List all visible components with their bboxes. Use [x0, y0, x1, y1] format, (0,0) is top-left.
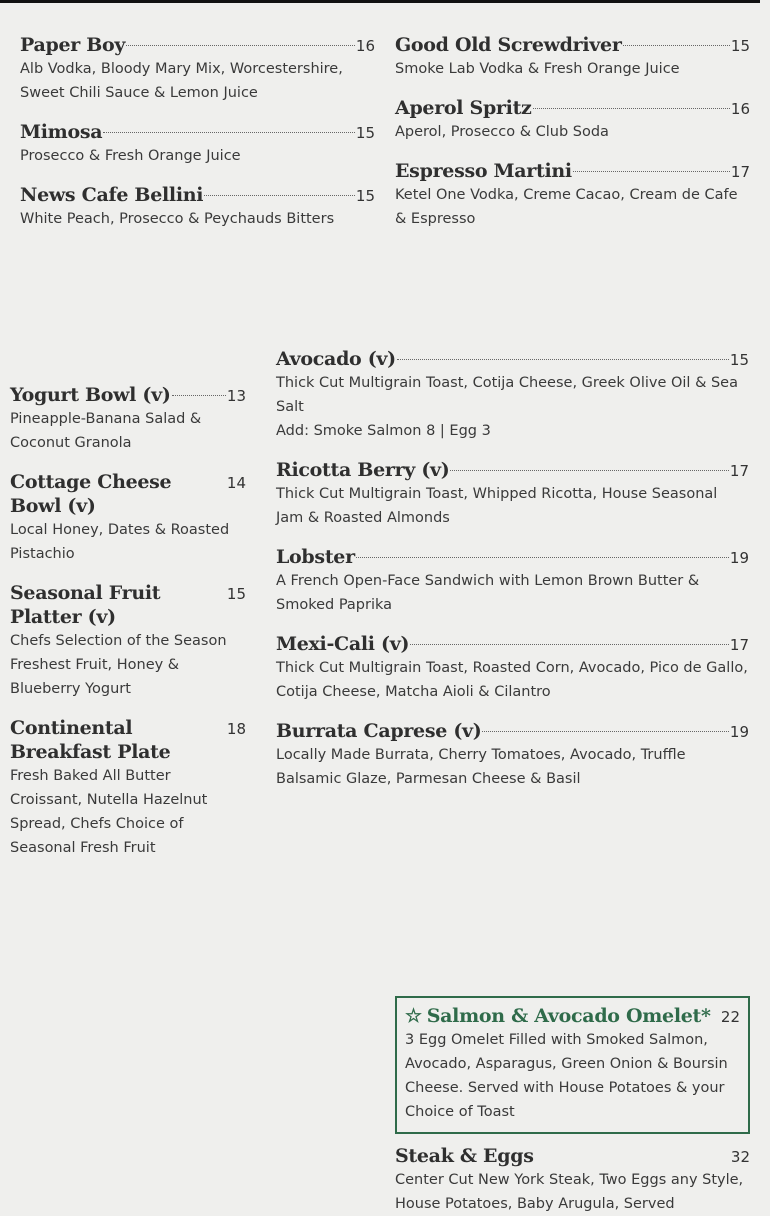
- item-price: 16: [355, 37, 375, 55]
- item-price: 15: [730, 37, 750, 55]
- menu-item-ricotta-berry: [276, 458, 749, 530]
- item-addon: Add: Smoke Salmon 8 | Egg 3: [276, 423, 491, 439]
- item-name: Lobster: [276, 546, 355, 568]
- item-name: Cottage Cheese Bowl (v): [10, 471, 172, 517]
- menu-item-continental-breakfast-plate: [10, 716, 246, 860]
- top-rule: [0, 0, 760, 3]
- item-price: 32: [730, 1148, 750, 1166]
- item-description: Local Honey, Dates & Roasted Pistachio: [10, 522, 230, 562]
- item-description: Pineapple-Banana Salad & Coconut Granola: [10, 411, 202, 451]
- featured-item-box: [395, 996, 750, 1134]
- item-name: Mimosa: [20, 121, 103, 143]
- item-description: Alb Vodka, Bloody Mary Mix, Worcestershire, Sweet Chili Sauce & Lemon Juice: [20, 61, 343, 101]
- item-price: 15: [355, 124, 375, 142]
- item-name: Avocado (v): [276, 348, 396, 370]
- item-price: 18: [226, 720, 246, 738]
- dot-leader: [482, 731, 728, 732]
- item-price: 15: [355, 187, 375, 205]
- menu-item-seasonal-fruit-platter: [10, 581, 246, 701]
- item-name: Burrata Caprese (v): [276, 720, 482, 742]
- item-price: 14: [226, 474, 246, 492]
- menu-item-aperol-spritz: [395, 96, 750, 144]
- item-price: 17: [729, 462, 749, 480]
- menu-item-mexi-cali: [276, 632, 749, 704]
- item-price: 19: [729, 723, 749, 741]
- item-description: Smoke Lab Vodka & Fresh Orange Juice: [395, 61, 680, 77]
- menu-item-news-cafe-bellini: [20, 183, 375, 231]
- menu-item-avocado: [276, 347, 749, 443]
- item-description: Prosecco & Fresh Orange Juice: [20, 148, 241, 164]
- item-name: Salmon & Avocado Omelet*: [426, 1005, 711, 1027]
- dot-leader: [172, 395, 226, 396]
- dot-leader: [410, 644, 729, 645]
- menu-item-steak-eggs: [395, 1144, 750, 1216]
- item-name: Paper Boy: [20, 34, 126, 56]
- item-price: 17: [730, 163, 750, 181]
- item-description: Thick Cut Multigrain Toast, Cotija Cheese, Greek Olive Oil & Sea Salt: [276, 375, 738, 415]
- dot-leader: [533, 108, 730, 109]
- item-description: 3 Egg Omelet Filled with Smoked Salmon, Avocado, Asparagus, Green Onion & Boursin Cheese. Served with House Potatoes & your Choice of Toast: [405, 1032, 728, 1120]
- dot-leader: [623, 45, 730, 46]
- menu-item-good-old-screwdriver: [395, 33, 750, 81]
- item-price: 17: [729, 636, 749, 654]
- item-name: Ricotta Berry (v): [276, 459, 450, 481]
- item-price: 15: [729, 351, 749, 369]
- dot-leader: [103, 132, 355, 133]
- item-price: 15: [226, 585, 246, 603]
- menu-item-yogurt-bowl: [10, 383, 246, 455]
- item-name: Aperol Spritz: [395, 97, 532, 119]
- item-name: Yogurt Bowl (v): [10, 384, 171, 406]
- dot-leader: [204, 195, 355, 196]
- item-description: Ketel One Vodka, Creme Cacao, Cream de Cafe & Espresso: [395, 187, 738, 227]
- menu-item-cottage-cheese-bowl: [10, 470, 246, 566]
- item-description: Locally Made Burrata, Cherry Tomatoes, Avocado, Truffle Balsamic Glaze, Parmesan Cheese & Basil: [276, 747, 686, 787]
- item-description: Fresh Baked All Butter Croissant, Nutella Hazelnut Spread, Chefs Choice of Seasonal Fresh Fruit: [10, 768, 208, 856]
- item-description: Chefs Selection of the Season Freshest Fruit, Honey & Blueberry Yogurt: [10, 633, 227, 697]
- item-price: 13: [226, 387, 246, 405]
- item-description: White Peach, Prosecco & Peychauds Bitters: [20, 211, 335, 227]
- menu-item-espresso-martini: [395, 159, 750, 231]
- menu-item-mimosa: [20, 120, 375, 168]
- item-description: A French Open-Face Sandwich with Lemon Brown Butter & Smoked Paprika: [276, 573, 700, 613]
- dot-leader: [450, 470, 728, 471]
- dot-leader: [126, 45, 355, 46]
- dot-leader: [573, 171, 730, 172]
- item-price: 22: [720, 1008, 740, 1026]
- item-description: Thick Cut Multigrain Toast, Whipped Ricotta, House Seasonal Jam & Roasted Almonds: [276, 486, 718, 526]
- item-name: Good Old Screwdriver: [395, 34, 622, 56]
- item-name: Continental Breakfast Plate: [10, 717, 171, 763]
- menu-item-paper-boy: [20, 33, 375, 105]
- item-name: Mexi-Cali (v): [276, 633, 410, 655]
- item-description: Thick Cut Multigrain Toast, Roasted Corn, Avocado, Pico de Gallo, Cotija Cheese, Matcha Aioli & Cilantro: [276, 660, 748, 700]
- menu-item-burrata-caprese: [276, 719, 749, 791]
- item-description: Aperol, Prosecco & Club Soda: [395, 124, 609, 140]
- item-price: 19: [729, 549, 749, 567]
- item-name: News Cafe Bellini: [20, 184, 204, 206]
- dot-leader: [397, 359, 729, 360]
- star-icon: ☆: [405, 1005, 422, 1027]
- item-description: Center Cut New York Steak, Two Eggs any Style, House Potatoes, Baby Arugula, Served: [395, 1172, 744, 1212]
- item-name: Seasonal Fruit Platter (v): [10, 582, 161, 628]
- item-name: Steak & Eggs: [395, 1145, 534, 1167]
- item-name: Espresso Martini: [395, 160, 572, 182]
- menu-item-lobster: [276, 545, 749, 617]
- dot-leader: [356, 557, 729, 558]
- item-price: 16: [730, 100, 750, 118]
